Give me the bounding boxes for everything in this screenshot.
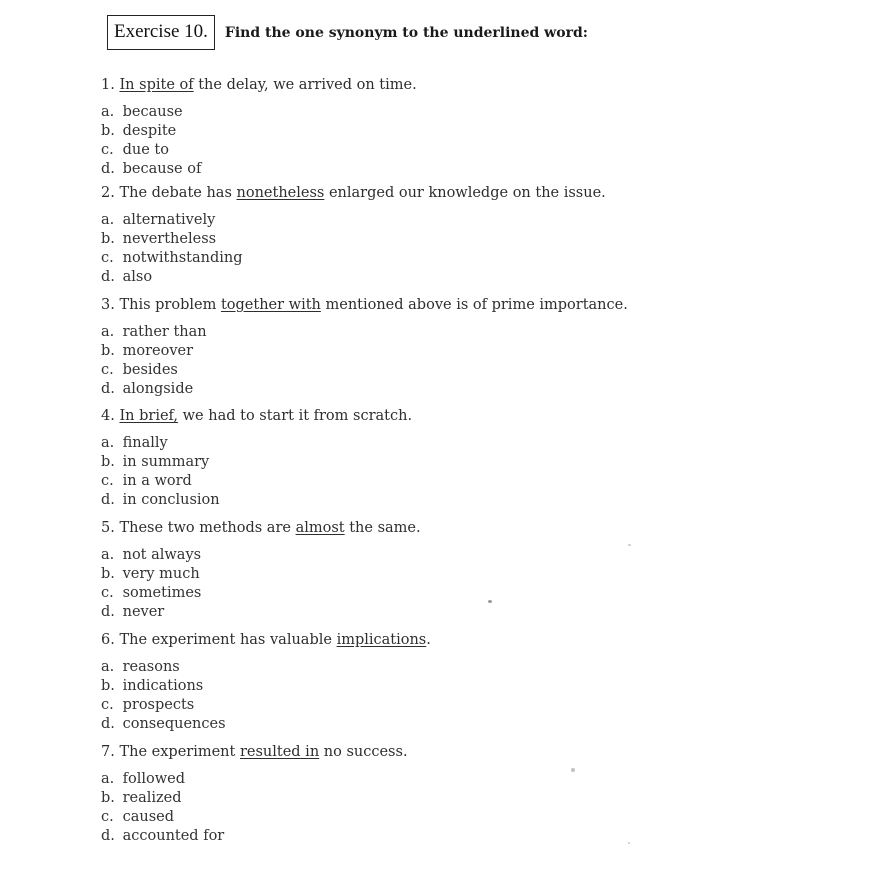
option-a[interactable] bbox=[101, 323, 801, 342]
underlined-word: In spite of bbox=[119, 77, 194, 93]
option-letter: c. bbox=[101, 585, 114, 601]
option-letter: d. bbox=[101, 604, 115, 620]
option-a[interactable] bbox=[101, 770, 801, 789]
question-5 bbox=[101, 518, 801, 622]
option-text: very much bbox=[122, 566, 200, 582]
option-text: rather than bbox=[122, 324, 207, 340]
option-b[interactable] bbox=[101, 453, 801, 472]
question-7 bbox=[101, 742, 801, 846]
stem-text-after: we had to start it from scratch. bbox=[178, 408, 413, 424]
scan-speck bbox=[488, 600, 492, 603]
question-2 bbox=[101, 183, 801, 287]
option-letter: a. bbox=[101, 547, 115, 563]
option-text: in a word bbox=[122, 473, 192, 489]
option-letter: c. bbox=[101, 473, 114, 489]
option-letter: d. bbox=[101, 492, 115, 508]
question-number: 7. bbox=[101, 744, 115, 760]
option-c[interactable] bbox=[101, 808, 801, 827]
question-6 bbox=[101, 630, 801, 734]
option-a[interactable] bbox=[101, 434, 801, 453]
question-3 bbox=[101, 295, 801, 399]
option-d[interactable] bbox=[101, 160, 801, 179]
option-letter: a. bbox=[101, 771, 115, 787]
option-letter: d. bbox=[101, 269, 115, 285]
stem-text-after: no success. bbox=[319, 744, 408, 760]
option-d[interactable] bbox=[101, 491, 801, 510]
option-text: consequences bbox=[122, 716, 226, 732]
option-d[interactable] bbox=[101, 268, 801, 287]
question-stem bbox=[101, 183, 801, 203]
stem-text-before: This problem bbox=[119, 297, 221, 313]
option-a[interactable] bbox=[101, 103, 801, 122]
option-text: reasons bbox=[122, 659, 180, 675]
option-c[interactable] bbox=[101, 361, 801, 380]
question-number: 6. bbox=[101, 632, 115, 648]
option-letter: b. bbox=[101, 566, 115, 582]
option-text: accounted for bbox=[122, 828, 225, 844]
option-a[interactable] bbox=[101, 211, 801, 230]
question-number: 4. bbox=[101, 408, 115, 424]
option-d[interactable] bbox=[101, 603, 801, 622]
option-b[interactable] bbox=[101, 342, 801, 361]
option-letter: d. bbox=[101, 828, 115, 844]
question-number: 2. bbox=[101, 185, 115, 201]
option-d[interactable] bbox=[101, 380, 801, 399]
option-text: indications bbox=[122, 678, 204, 694]
question-stem bbox=[101, 295, 801, 315]
option-text: caused bbox=[122, 809, 175, 825]
option-c[interactable] bbox=[101, 249, 801, 268]
option-c[interactable] bbox=[101, 696, 801, 715]
option-text: besides bbox=[122, 362, 178, 378]
underlined-word: resulted in bbox=[239, 744, 320, 760]
stem-text-after: mentioned above is of prime importance. bbox=[320, 297, 628, 313]
option-a[interactable] bbox=[101, 658, 801, 677]
question-stem bbox=[101, 518, 801, 538]
option-letter: b. bbox=[101, 790, 115, 806]
option-letter: a. bbox=[101, 324, 115, 340]
option-letter: c. bbox=[101, 142, 114, 158]
option-text: nevertheless bbox=[122, 231, 217, 247]
option-text: moreover bbox=[122, 343, 194, 359]
stem-text-before: These two methods are bbox=[119, 520, 296, 536]
option-letter: b. bbox=[101, 678, 115, 694]
stem-text-before: The debate has bbox=[119, 185, 237, 201]
stem-text-before: The experiment has valuable bbox=[119, 632, 337, 648]
option-text: not always bbox=[122, 547, 202, 563]
option-text: realized bbox=[122, 790, 182, 806]
stem-text-after: the delay, we arrived on time. bbox=[193, 77, 417, 93]
option-letter: c. bbox=[101, 362, 114, 378]
exercise-label: Exercise 10. bbox=[107, 15, 215, 50]
stem-text-before: The experiment bbox=[119, 744, 240, 760]
exercise-header bbox=[107, 15, 588, 50]
option-letter: c. bbox=[101, 809, 114, 825]
underlined-word: together with bbox=[220, 297, 321, 313]
option-text: followed bbox=[122, 771, 185, 787]
option-b[interactable] bbox=[101, 230, 801, 249]
option-text: despite bbox=[122, 123, 177, 139]
option-text: alternatively bbox=[122, 212, 216, 228]
option-letter: d. bbox=[101, 381, 115, 397]
option-letter: d. bbox=[101, 161, 115, 177]
option-text: due to bbox=[122, 142, 169, 158]
option-letter: d. bbox=[101, 716, 115, 732]
option-letter: b. bbox=[101, 231, 115, 247]
option-text: also bbox=[122, 269, 153, 285]
option-text: alongside bbox=[122, 381, 194, 397]
underlined-word: In brief, bbox=[119, 408, 179, 424]
option-text: because of bbox=[122, 161, 202, 177]
option-letter: b. bbox=[101, 123, 115, 139]
scan-speck bbox=[571, 768, 575, 772]
option-text: because bbox=[122, 104, 183, 120]
option-b[interactable] bbox=[101, 565, 801, 584]
underlined-word: implications bbox=[336, 632, 427, 648]
question-stem bbox=[101, 406, 801, 426]
stem-text-after: enlarged our knowledge on the issue. bbox=[324, 185, 606, 201]
option-text: finally bbox=[122, 435, 168, 451]
option-letter: b. bbox=[101, 454, 115, 470]
question-number: 5. bbox=[101, 520, 115, 536]
stem-text-after: . bbox=[426, 632, 431, 648]
question-list bbox=[101, 75, 801, 852]
option-c[interactable] bbox=[101, 472, 801, 491]
option-letter: a. bbox=[101, 104, 115, 120]
option-letter: c. bbox=[101, 250, 114, 266]
question-1 bbox=[101, 75, 801, 179]
question-number: 3. bbox=[101, 297, 115, 313]
option-letter: a. bbox=[101, 659, 115, 675]
stem-text-after: the same. bbox=[344, 520, 421, 536]
option-b[interactable] bbox=[101, 677, 801, 696]
option-d[interactable] bbox=[101, 827, 801, 846]
question-stem bbox=[101, 630, 801, 650]
option-text: notwithstanding bbox=[122, 250, 243, 266]
option-a[interactable] bbox=[101, 546, 801, 565]
underlined-word: nonetheless bbox=[236, 185, 325, 201]
option-b[interactable] bbox=[101, 122, 801, 141]
scan-speck bbox=[628, 544, 631, 546]
question-number: 1. bbox=[101, 77, 115, 93]
option-text: in summary bbox=[122, 454, 210, 470]
option-text: sometimes bbox=[122, 585, 202, 601]
option-letter: c. bbox=[101, 697, 114, 713]
question-stem bbox=[101, 742, 801, 762]
underlined-word: almost bbox=[295, 520, 345, 536]
option-c[interactable] bbox=[101, 584, 801, 603]
instruction-text: Find the one synonym to the underlined word: bbox=[224, 24, 588, 41]
option-letter: a. bbox=[101, 435, 115, 451]
option-letter: b. bbox=[101, 343, 115, 359]
option-b[interactable] bbox=[101, 789, 801, 808]
option-text: in conclusion bbox=[122, 492, 220, 508]
option-letter: a. bbox=[101, 212, 115, 228]
option-text: prospects bbox=[122, 697, 195, 713]
scan-speck bbox=[628, 842, 630, 844]
option-d[interactable] bbox=[101, 715, 801, 734]
option-c[interactable] bbox=[101, 141, 801, 160]
question-stem bbox=[101, 75, 801, 95]
question-4 bbox=[101, 406, 801, 510]
option-text: never bbox=[122, 604, 165, 620]
